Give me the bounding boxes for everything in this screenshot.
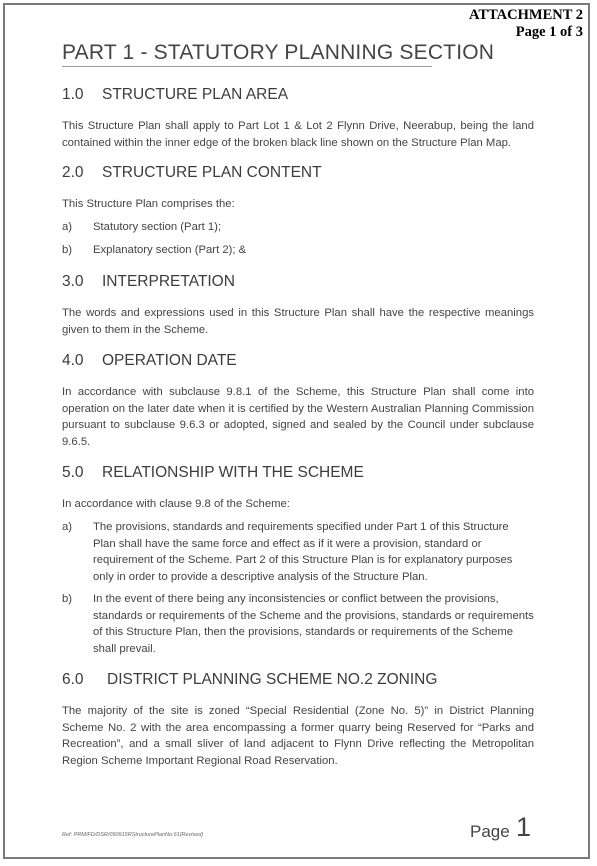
- section-number: 2.0: [62, 164, 84, 181]
- page-label: Page: [470, 822, 510, 841]
- section-title: INTERPRETATION: [102, 273, 235, 290]
- list-marker: a): [62, 221, 73, 233]
- list-item: [62, 219, 534, 236]
- section-2-intro: This Structure Plan comprises the:: [62, 198, 235, 210]
- list-marker: b): [62, 593, 73, 605]
- list-item: [62, 519, 534, 585]
- page-number: 1: [516, 812, 532, 842]
- list-item: [62, 242, 534, 259]
- list-item: [62, 591, 534, 657]
- section-number: 6.0: [62, 671, 84, 688]
- section-heading-6: [62, 671, 437, 689]
- section-title: OPERATION DATE: [102, 352, 237, 369]
- section-5-intro: In accordance with clause 9.8 of the Scheme:: [62, 498, 290, 510]
- section-heading-3: [62, 273, 235, 291]
- section-heading-5: [62, 464, 364, 482]
- section-title: STRUCTURE PLAN CONTENT: [102, 164, 322, 181]
- part-title: PART 1 - STATUTORY PLANNING SECTION: [62, 41, 495, 64]
- title-underline: [62, 66, 432, 67]
- section-title: RELATIONSHIP WITH THE SCHEME: [102, 464, 364, 481]
- attachment-stamp: [463, 7, 583, 41]
- section-number: 5.0: [62, 464, 84, 481]
- section-heading-2: [62, 164, 322, 182]
- section-number: 4.0: [62, 352, 84, 369]
- section-4-paragraph: In accordance with subclause 9.8.1 of the Scheme, this Structure Plan shall come into operation on the later date when it is certified by the Western Australian Planning Commission pursuant to subclause 9.6.3 or adopted, signed and sealed by the Council under subclause 9.6.5.: [62, 386, 534, 448]
- section-6-paragraph: The majority of the site is zoned “Special Residential (Zone No. 5)” in District Planning Scheme No. 2 with the area encompassing a former quarry being Reserved for “Parks and Recreation”, and a small sliver of land adjacent to Flynn Drive reflecting the Metropolitan Region Scheme Important Regional Road Reservation.: [62, 705, 534, 767]
- section-number: 3.0: [62, 273, 84, 290]
- section-heading-1: [62, 86, 288, 104]
- list-text: The provisions, standards and requirements specified under Part 1 of this Structure Plan shall have the same force and effect as if it were a provision, standard or requirement of the Scheme. Part 2 of this Structure Plan is for explanatory purposes only in order to provide a descriptive analysis of the Structure Plan.: [93, 521, 513, 583]
- section-title: STRUCTURE PLAN AREA: [102, 86, 289, 103]
- section-heading-4: [62, 352, 237, 370]
- document-reference: Ref: PRM/FD/DSR/090915RStructurePlanNo.61(Revised): [62, 832, 204, 838]
- section-1-paragraph: This Structure Plan shall apply to Part Lot 1 & Lot 2 Flynn Drive, Neerabup, being the land contained within the inner edge of the broken black line shown on the Structure Plan Map.: [62, 120, 534, 149]
- section-title: DISTRICT PLANNING SCHEME NO.2 ZONING: [107, 671, 438, 688]
- attachment-page: Page 1 of 3: [515, 24, 583, 40]
- list-text: In the event of there being any inconsistencies or conflict between the provisions, standards or requirements of the Scheme and the provisions, standards or requirements of this Structure Plan, then the provisions, standards or requirements of the Scheme shall prevail.: [93, 593, 534, 655]
- list-text: Explanatory section (Part 2); &: [93, 244, 247, 256]
- section-number: 1.0: [62, 86, 84, 103]
- list-text: Statutory section (Part 1);: [93, 221, 222, 233]
- list-marker: a): [62, 521, 73, 533]
- list-marker: b): [62, 244, 73, 256]
- section-3-paragraph: The words and expressions used in this Structure Plan shall have the respective meanings given to them in the Scheme.: [62, 307, 534, 336]
- attachment-label: ATTACHMENT 2: [469, 7, 583, 23]
